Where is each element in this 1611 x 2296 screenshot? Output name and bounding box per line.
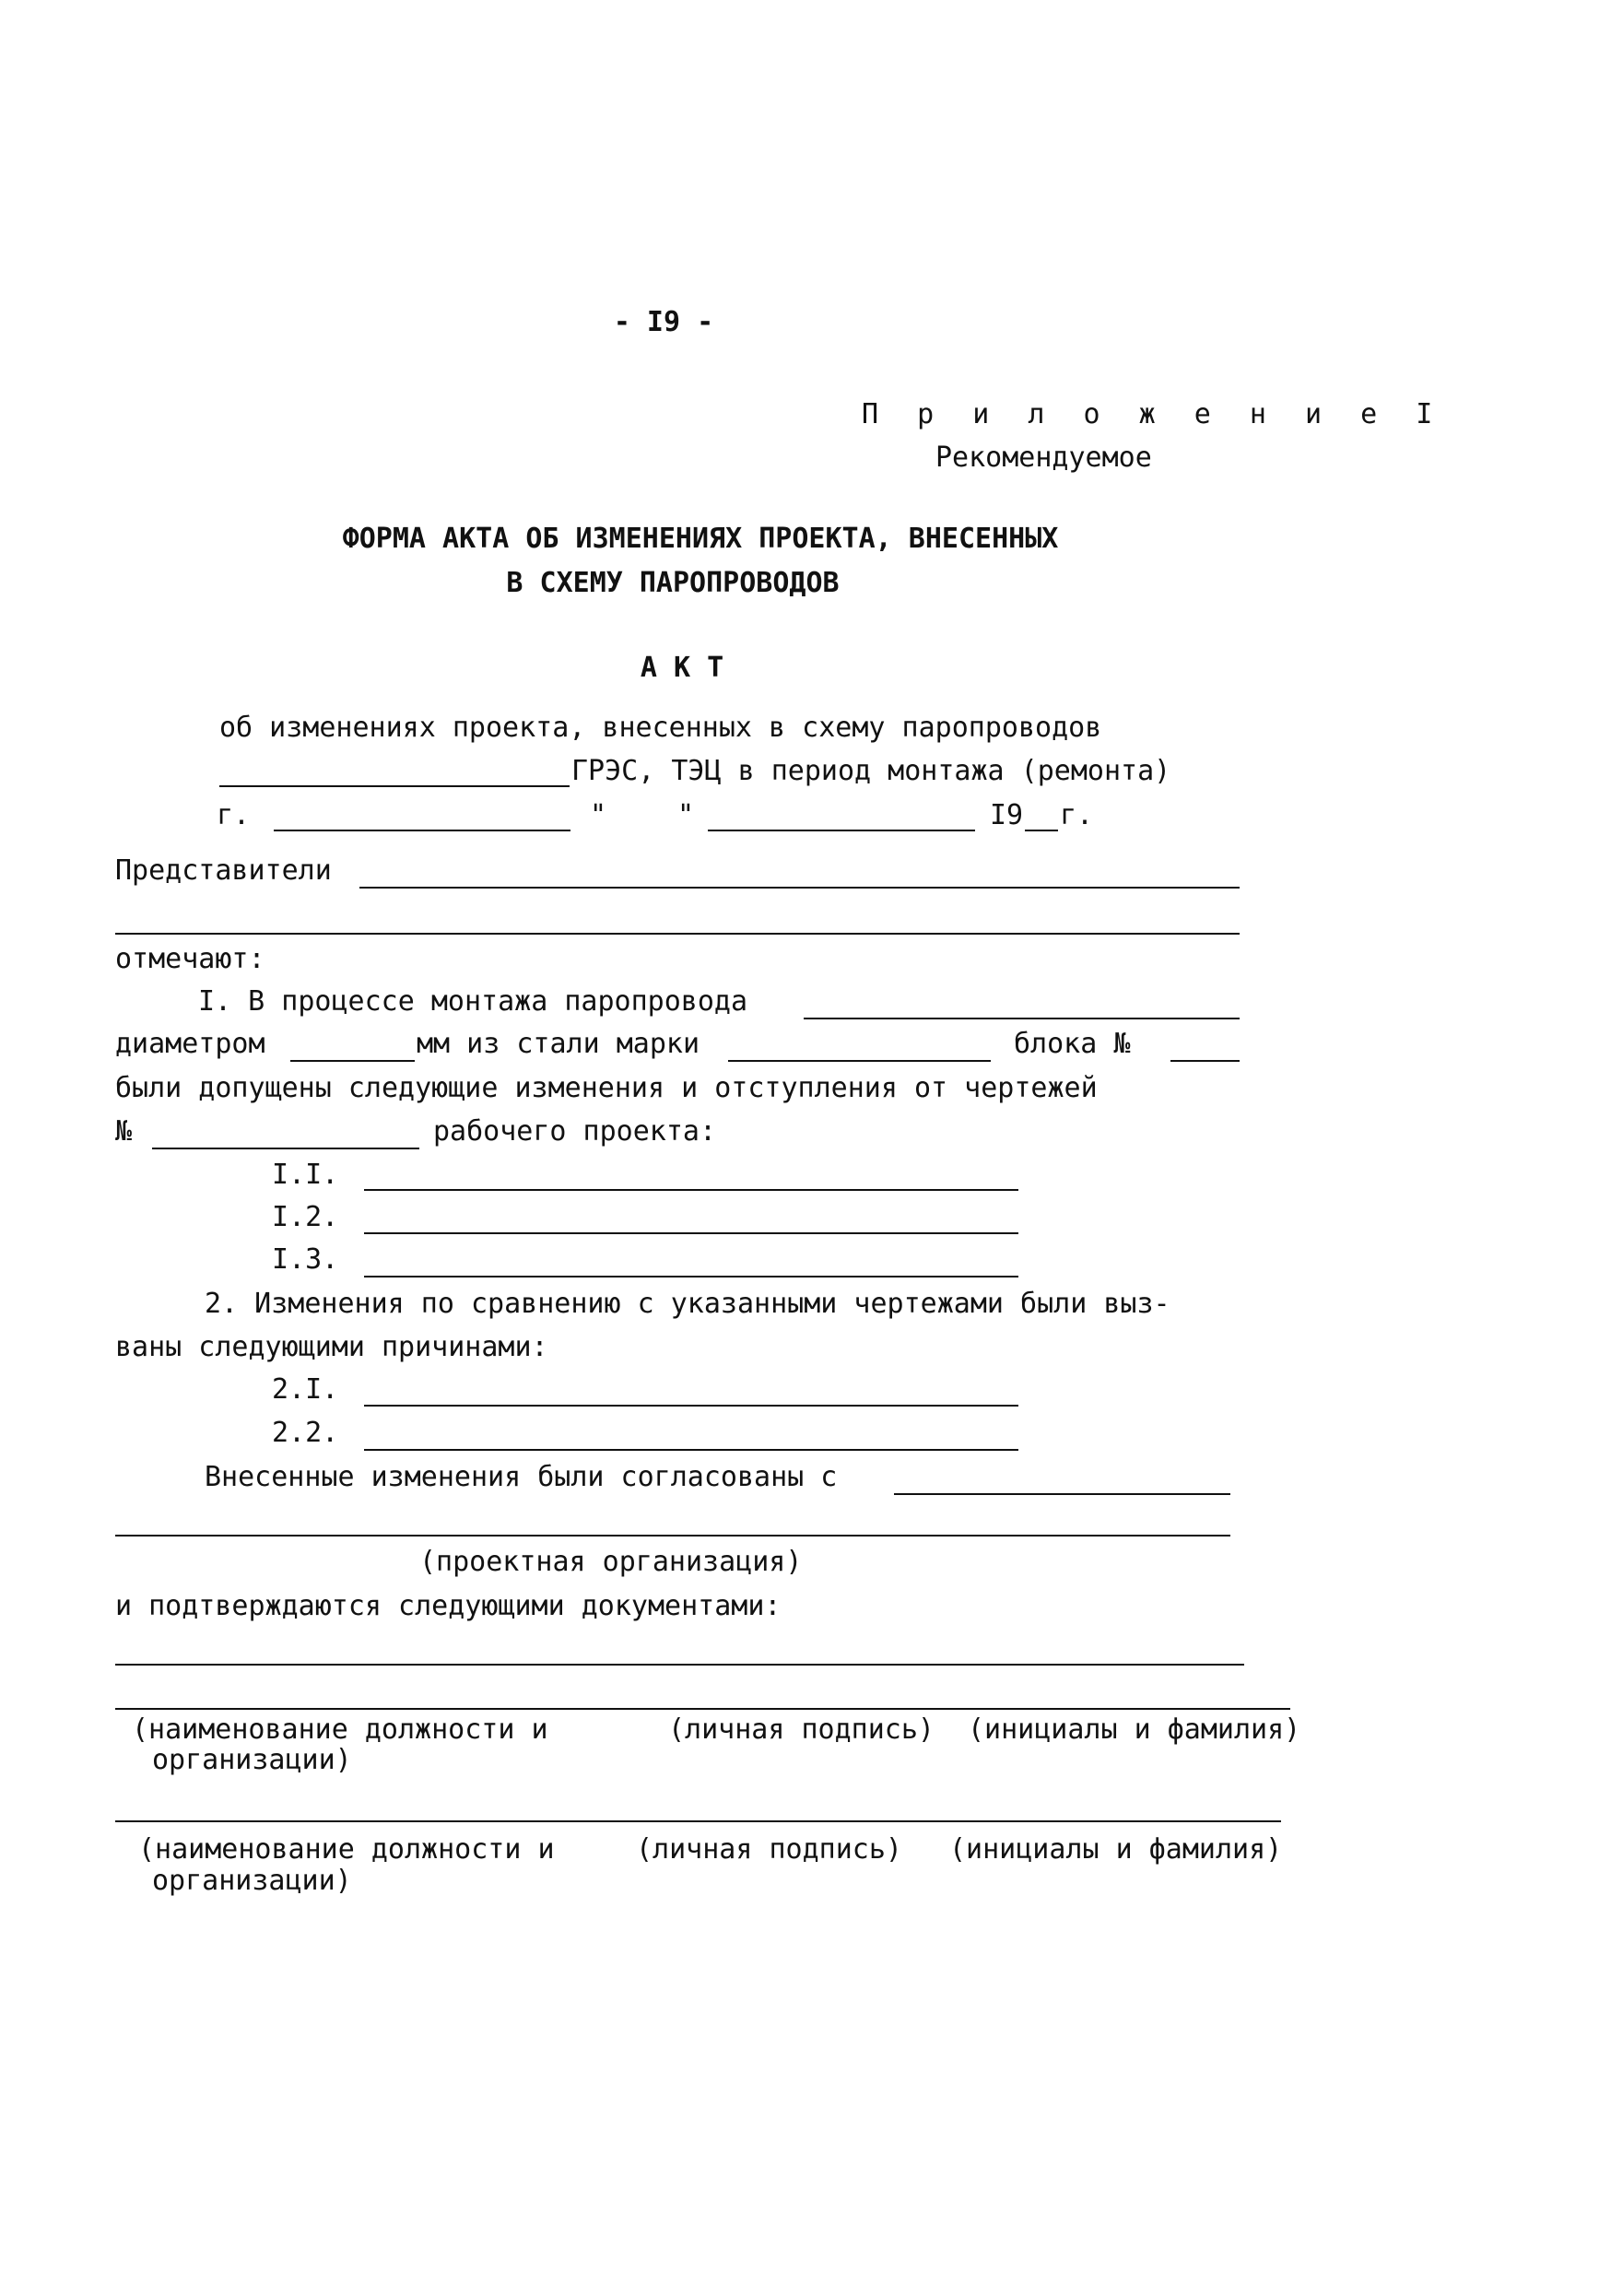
agreement-line: Внесенные изменения были согласованы с (205, 1461, 838, 1493)
diameter-blank (290, 1060, 415, 1062)
drawing-number-blank (152, 1148, 419, 1149)
item-1-3: I.3. (272, 1243, 339, 1276)
date-blank (708, 830, 975, 831)
section2-line2: ваны следующими причинами: (115, 1331, 548, 1363)
appendix-status: Рекомендуемое (935, 442, 1152, 474)
item-2-2: 2.2. (272, 1417, 339, 1449)
note-label: отмечают: (115, 943, 265, 975)
org-caption: (проектная организация) (419, 1546, 803, 1578)
section2-line1: 2. Изменения по сравнению с указанными чертежами были выз- (205, 1288, 1170, 1320)
signature-1-name: (инициалы и фамилия) (968, 1713, 1301, 1746)
act-subtitle-line2: ГРЭС, ТЭЦ в период монтажа (ремонта) (571, 755, 1171, 787)
signature-1-sign: (личная подпись) (668, 1713, 935, 1746)
confirm-line: и подтверждаются следующими документами: (115, 1590, 782, 1622)
signature-2-name: (инициалы и фамилия) (949, 1833, 1283, 1866)
item-2-1-blank (364, 1405, 1018, 1407)
signature-1-line (115, 1708, 1290, 1710)
city-blank (274, 830, 570, 831)
quote-open: " (590, 799, 607, 831)
signature-2-position: (наименование должности и (138, 1833, 555, 1866)
pipeline-blank (804, 1018, 1240, 1019)
item-1-1-blank (364, 1189, 1018, 1191)
project-label: рабочего проекта: (433, 1115, 717, 1148)
diameter-label: диаметром (115, 1028, 265, 1060)
block-number-blank (1170, 1060, 1240, 1062)
year-prefix: I9 (990, 799, 1024, 831)
number-sign: № (115, 1115, 133, 1148)
act-subtitle-line1: об изменениях проекта, внесенных в схему паропроводов (219, 712, 1102, 744)
item-1-2-blank (364, 1232, 1018, 1234)
signature-2-line (115, 1820, 1281, 1822)
station-blank (219, 785, 570, 787)
item-2-1: 2.I. (272, 1373, 339, 1406)
agreement-blank-2 (115, 1535, 1230, 1537)
steel-grade-blank (728, 1060, 991, 1062)
item-1-3-blank (364, 1276, 1018, 1278)
mm-label: мм из стали марки (417, 1028, 700, 1060)
act-heading: А К Т (640, 652, 724, 684)
section1-line3: были допущены следующие изменения и отступления от чертежей (115, 1072, 1098, 1104)
item-2-2-blank (364, 1449, 1018, 1451)
city-prefix: г. (217, 799, 251, 831)
representatives-blank (359, 887, 1240, 889)
form-title-line2: В СХЕМУ ПАРОПРОВОДОВ (506, 567, 840, 599)
item-1-2: I.2. (272, 1201, 339, 1233)
representatives-blank-2 (115, 933, 1240, 935)
representatives-label: Представители (115, 854, 332, 887)
agreement-blank (894, 1493, 1230, 1495)
form-title-line1: ФОРМА АКТА ОБ ИЗМЕНЕНИЯХ ПРОЕКТА, ВНЕСЕННЫХ (342, 523, 1059, 555)
appendix-label: П р и л о ж е н и е I (862, 398, 1444, 430)
documents-blank (115, 1664, 1244, 1666)
year-suffix: г. (1060, 799, 1094, 831)
block-label: блока № (1014, 1028, 1131, 1060)
signature-2-sign: (личная подпись) (636, 1833, 902, 1866)
signature-1-org: организации) (152, 1744, 352, 1776)
quote-close: " (677, 799, 695, 831)
signature-1-position: (наименование должности и (132, 1713, 548, 1746)
page-number: - I9 - (613, 306, 714, 338)
signature-2-org: организации) (152, 1865, 352, 1897)
section1-line1: I. В процессе монтажа паропровода (198, 985, 748, 1018)
item-1-1: I.I. (272, 1159, 339, 1191)
year-blank (1025, 830, 1058, 831)
